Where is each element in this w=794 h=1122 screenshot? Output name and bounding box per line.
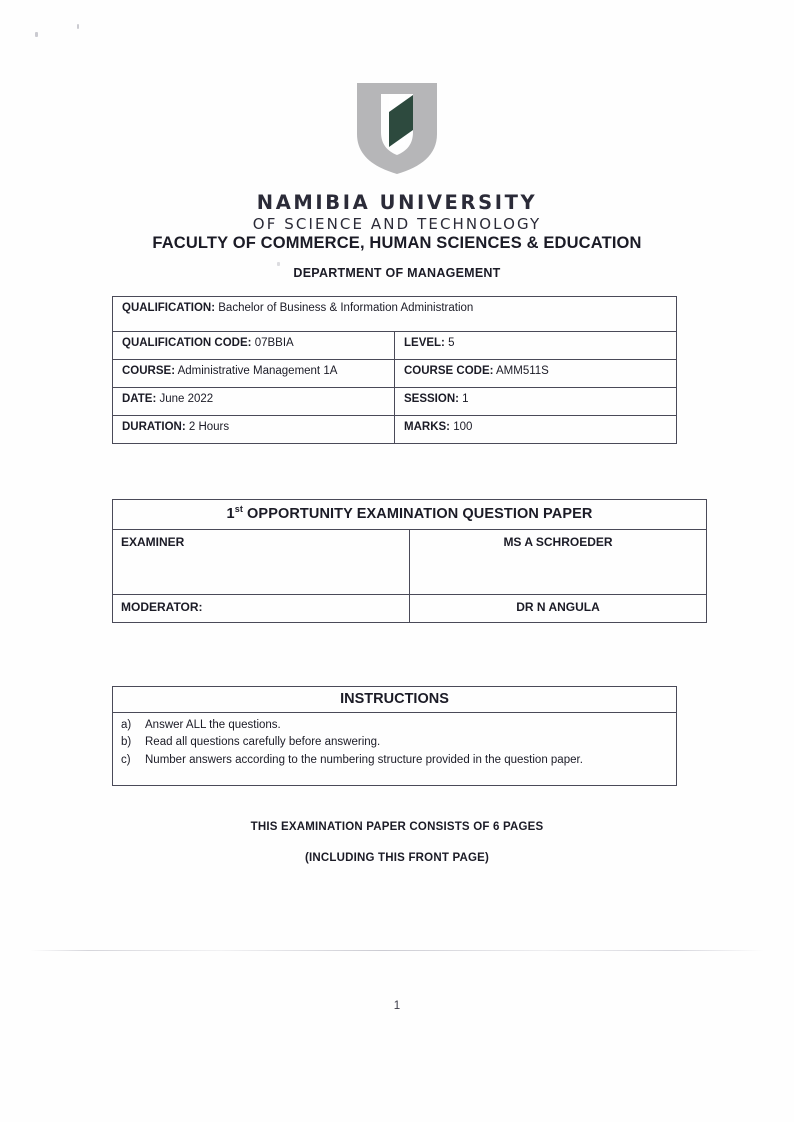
title-ordinal-suffix: st — [234, 504, 243, 515]
cell-label: SESSION: — [404, 393, 459, 405]
table-row — [113, 416, 677, 444]
scan-speck — [77, 24, 79, 29]
list-item — [118, 752, 668, 769]
scan-speck — [35, 32, 38, 37]
instructions-table — [112, 686, 677, 786]
cell-value: AMM511S — [496, 365, 549, 377]
nust-shield-logo — [351, 78, 443, 176]
university-name-line1: NAMIBIA UNIVERSITY — [256, 191, 538, 214]
cell-label: DURATION: — [122, 421, 186, 433]
faculty-name: FACULTY OF COMMERCE, HUMAN SCIENCES & EDUCATION — [152, 234, 642, 252]
university-wordmark — [0, 192, 794, 234]
table-row — [113, 332, 677, 360]
pages-count-note: THIS EXAMINATION PAPER CONSISTS OF 6 PAGES — [250, 821, 544, 833]
cell-label: COURSE CODE: — [404, 365, 494, 377]
table-row — [113, 388, 677, 416]
moderator-label: MODERATOR: — [113, 595, 410, 623]
course-cell — [113, 360, 395, 388]
cell-value: Bachelor of Business & Information Administration — [218, 302, 474, 314]
cell-value: 1 — [462, 393, 469, 405]
duration-cell — [113, 416, 395, 444]
list-marker: b) — [121, 736, 132, 749]
instructions-body — [113, 713, 677, 786]
scan-artifact-line — [30, 950, 764, 951]
list-marker: a) — [121, 719, 132, 731]
table-row — [113, 500, 707, 530]
exam-paper-title — [113, 500, 707, 530]
qualification-table — [112, 296, 677, 444]
list-item — [118, 717, 668, 734]
instructions-heading: INSTRUCTIONS — [113, 687, 677, 713]
cell-value: 2 Hours — [188, 421, 230, 433]
department-name: DEPARTMENT OF MANAGEMENT — [293, 266, 501, 280]
page-number: 1 — [393, 1000, 401, 1012]
list-text: Answer ALL the questions. — [145, 719, 281, 731]
cell-label: QUALIFICATION: — [122, 302, 216, 314]
instructions-list — [118, 717, 668, 769]
course-code-cell — [395, 360, 677, 388]
list-text: Number answers according to the numbering structure provided in the question paper. — [145, 753, 583, 766]
front-page-note: (INCLUDING THIS FRONT PAGE) — [304, 852, 490, 864]
cell-value: 07BBIA — [254, 337, 294, 349]
qualification-code-cell — [113, 332, 395, 360]
cell-value: Administrative Management 1A — [177, 365, 338, 377]
cell-value: 100 — [453, 421, 473, 433]
table-row — [113, 530, 707, 595]
list-marker: c) — [121, 753, 131, 766]
university-name-line2: OF SCIENCE AND TECHNOLOGY — [252, 214, 542, 233]
list-item — [118, 734, 668, 751]
cell-label: QUALIFICATION CODE: — [122, 337, 252, 349]
table-row — [113, 713, 677, 786]
session-cell — [395, 388, 677, 416]
table-row — [113, 360, 677, 388]
table-row — [113, 595, 707, 623]
list-text: Read all questions carefully before answering. — [145, 736, 381, 749]
cell-value: 5 — [448, 337, 455, 349]
marks-cell — [395, 416, 677, 444]
cell-label: LEVEL: — [404, 337, 445, 349]
qualification-cell — [113, 297, 677, 332]
title-prefix: 1 — [226, 506, 235, 522]
exam-paper-table — [112, 499, 707, 623]
cell-label: MARKS: — [404, 421, 450, 433]
cell-value: June 2022 — [159, 393, 214, 405]
cell-label: COURSE: — [122, 365, 176, 377]
moderator-name: DR N ANGULA — [410, 595, 707, 623]
table-row — [113, 297, 677, 332]
title-rest: OPPORTUNITY EXAMINATION QUESTION PAPER — [242, 506, 593, 522]
examiner-name: MS A SCHROEDER — [410, 530, 707, 595]
cell-label: DATE: — [122, 393, 157, 405]
level-cell — [395, 332, 677, 360]
examiner-label: EXAMINER — [113, 530, 410, 595]
table-row — [113, 687, 677, 713]
date-cell — [113, 388, 395, 416]
university-logo — [0, 78, 794, 176]
